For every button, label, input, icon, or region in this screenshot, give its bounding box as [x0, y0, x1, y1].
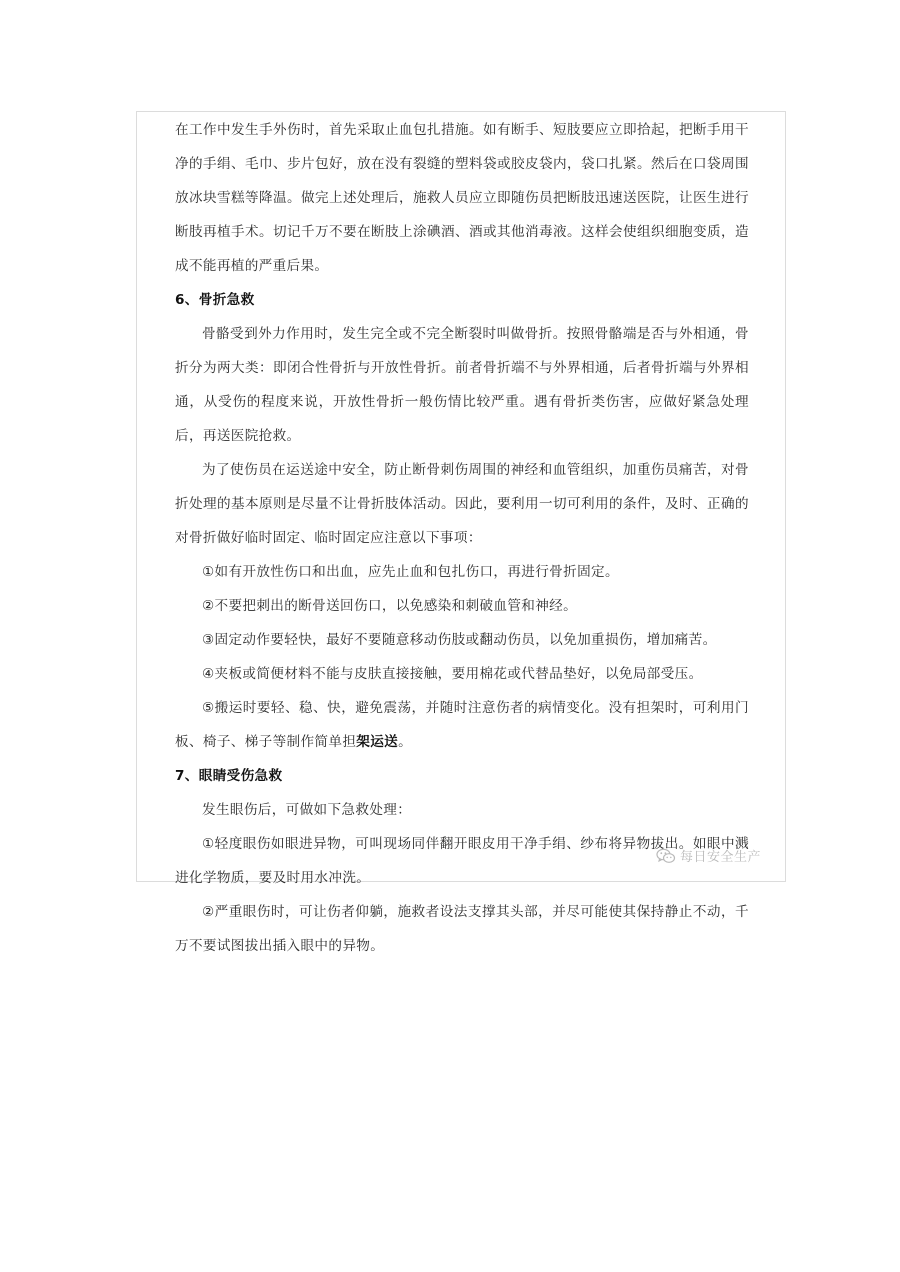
wechat-icon — [656, 848, 676, 864]
section-6-item-5-text: ⑤搬运时要轻、稳、快，避免震荡，并随时注意伤者的病情变化。没有担架时，可利用门板、椅子、梯子等制作简单担 — [175, 700, 749, 750]
section-6-item-5 — [175, 691, 749, 759]
section-6-item-1: ①如有开放性伤口和出血，应先止血和包扎伤口，再进行骨折固定。 — [202, 564, 619, 580]
section-6-paragraph-1: 骨骼受到外力作用时，发生完全或不完全断裂时叫做骨折。按照骨骼端是否与外相通，骨折分为两大类：即闭合性骨折与开放性骨折。前者骨折端不与外界相通，后者骨折端与外界相通，从受伤的程度来说，开放性骨折一般伤情比较严重。遇有骨折类伤害，应做好紧急处理后，再送医院抢救。 — [175, 326, 749, 444]
watermark — [656, 846, 761, 865]
section-7-paragraph-1: 发生眼伤后，可做如下急救处理： — [202, 802, 412, 818]
intro-paragraph: 在工作中发生手外伤时，首先采取止血包扎措施。如有断手、短肢要应立即拾起，把断手用干净的手绢、毛巾、步片包好，放在没有裂缝的塑料袋或胶皮袋内，袋口扎紧。然后在口袋周围放冰块雪糕等降温。做完上述处理后，施救人员应立即随伤员把断肢迅速送医院，让医生进行断肢再植手术。切记千万不要在断肢上涂碘酒、酒或其他消毒液。这样会使组织细胞变质，造成不能再植的严重后果。 — [175, 122, 749, 274]
watermark-text: 每日安全生产 — [679, 850, 761, 865]
section-6-item-3: ③固定动作要轻快，最好不要随意移动伤肢或翻动伤员，以免加重损伤，增加痛苦。 — [202, 632, 717, 648]
section-6-item-4: ④夹板或简便材料不能与皮肤直接接触，要用棉花或代替品垫好，以免局部受压。 — [202, 666, 703, 682]
section-6-heading: 6、骨折急救 — [175, 292, 255, 308]
section-6-item-5-bold: 架运送 — [356, 734, 399, 750]
document-content — [175, 112, 749, 963]
section-7-item-2: ②严重眼伤时，可让伤者仰躺，施救者设法支撑其头部，并尽可能使其保持静止不动，千万不要试图拔出插入眼中的异物。 — [175, 904, 749, 954]
section-7-item-1: ①轻度眼伤如眼进异物，可叫现场同伴翻开眼皮用干净手绢、纱布将异物拔出。如眼中溅进化学物质，要及时用水冲洗。 — [175, 836, 749, 886]
document-card — [136, 111, 786, 954]
section-6-paragraph-2: 为了使伤员在运送途中安全，防止断骨刺伤周围的神经和血管组织，加重伤员痛苦，对骨折处理的基本原则是尽量不让骨折肢体活动。因此，要利用一切可利用的条件，及时、正确的对骨折做好临时固定、临时固定应注意以下事项： — [175, 462, 749, 546]
section-6-item-5-end: 。 — [398, 734, 413, 750]
section-7-heading: 7、眼睛受伤急救 — [175, 768, 283, 784]
section-6-item-2: ②不要把刺出的断骨送回伤口，以免感染和刺破血管和神经。 — [202, 598, 578, 614]
